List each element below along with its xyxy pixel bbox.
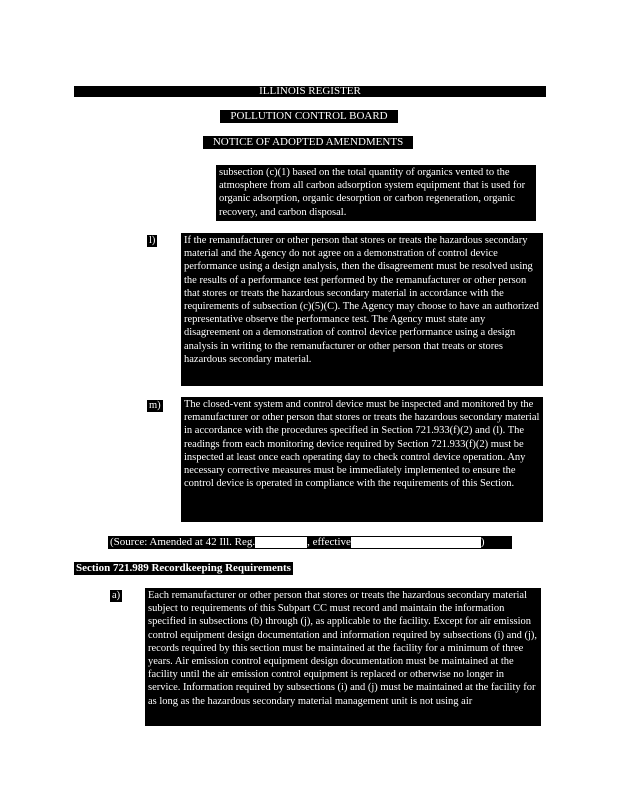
item-a-text: Each remanufacturer or other person that stores or treats the hazardous secondary material subject to requirements of this Subpart CC must record and maintain the information specified in subsections (b) through (j), as applicable to the facility. Except for air emission control equipment design documentation and information required by subsections (i) and (j), records required by this section must be maintained at the facility for a minimum of three years. Air emission control equipment design documentation must be maintained at the facility until the air emission control equipment is replaced or otherwise no longer in service. Information required by subsections (i) and (j) must be maintained at the facility for as long as the hazardous secondary material management unit is not using air: [148, 590, 537, 707]
item-l-paragraph: [181, 233, 543, 386]
item-m-label: [147, 400, 163, 412]
register-header-bar: [74, 86, 546, 97]
source-suffix: ): [480, 536, 485, 548]
item-l-label: [147, 235, 157, 247]
board-title: [220, 110, 398, 123]
source-middle: , effective: [307, 536, 351, 548]
item-m-text: The closed-vent system and control device must be inspected and monitored by the remanufacturer or other person that stores or treats the hazardous secondary material in accordance with the procedures specified in Section 721.933(f)(2) and (l). The readings from each monitoring device required by Section 721.933(f)(2) must be inspected at least once each operating day to check control device operation. Any necessary corrective measures must be immediately implemented to ensure the control device is operated in compliance with the requirements of this Section.: [184, 399, 540, 490]
item-l-label-text: l): [149, 235, 156, 246]
source-blank-date: [351, 537, 481, 548]
notice-title: [203, 136, 413, 149]
item-a-label: [110, 590, 122, 602]
source-prefix: (Source: Amended at 42 Ill. Reg.: [110, 536, 256, 548]
section-heading-text: Section 721.989 Recordkeeping Requirements: [76, 562, 291, 574]
item-l-text: If the remanufacturer or other person that stores or treats the hazardous secondary material and the Agency do not agree on a demonstration of control device performance using a design analysis, then the disagreement must be resolved using the results of a performance test performed by the remanufacturer or other person that stores or treats the hazardous secondary material in accordance with the requirements of subsection (c)(5)(C). The Agency may choose to have an authorized representative observe the performance test. The Agency must state any disagreement on a demonstration of control device performance using a design analysis in writing to the remanufacturer or other person that treats or stores hazardous secondary material.: [184, 235, 539, 365]
item-m-paragraph: [181, 397, 543, 522]
section-heading: [74, 562, 293, 575]
source-line: [108, 536, 512, 549]
item-a-paragraph: [145, 588, 541, 726]
item-a-label-text: a): [112, 590, 121, 601]
source-blank-reg: [255, 537, 307, 548]
continuation-paragraph: [216, 165, 536, 221]
continuation-text: subsection (c)(1) based on the total quantity of organics vented to the atmosphere from all carbon adsorption system equipment that is used for organic adsorption, organic desorption or carbon regeneration, organic recovery, and carbon disposal.: [219, 167, 526, 218]
register-title: ILLINOIS REGISTER: [259, 85, 361, 97]
item-m-label-text: m): [149, 400, 161, 411]
board-title-text: POLLUTION CONTROL BOARD: [230, 110, 388, 122]
notice-title-text: NOTICE OF ADOPTED AMENDMENTS: [212, 136, 404, 148]
